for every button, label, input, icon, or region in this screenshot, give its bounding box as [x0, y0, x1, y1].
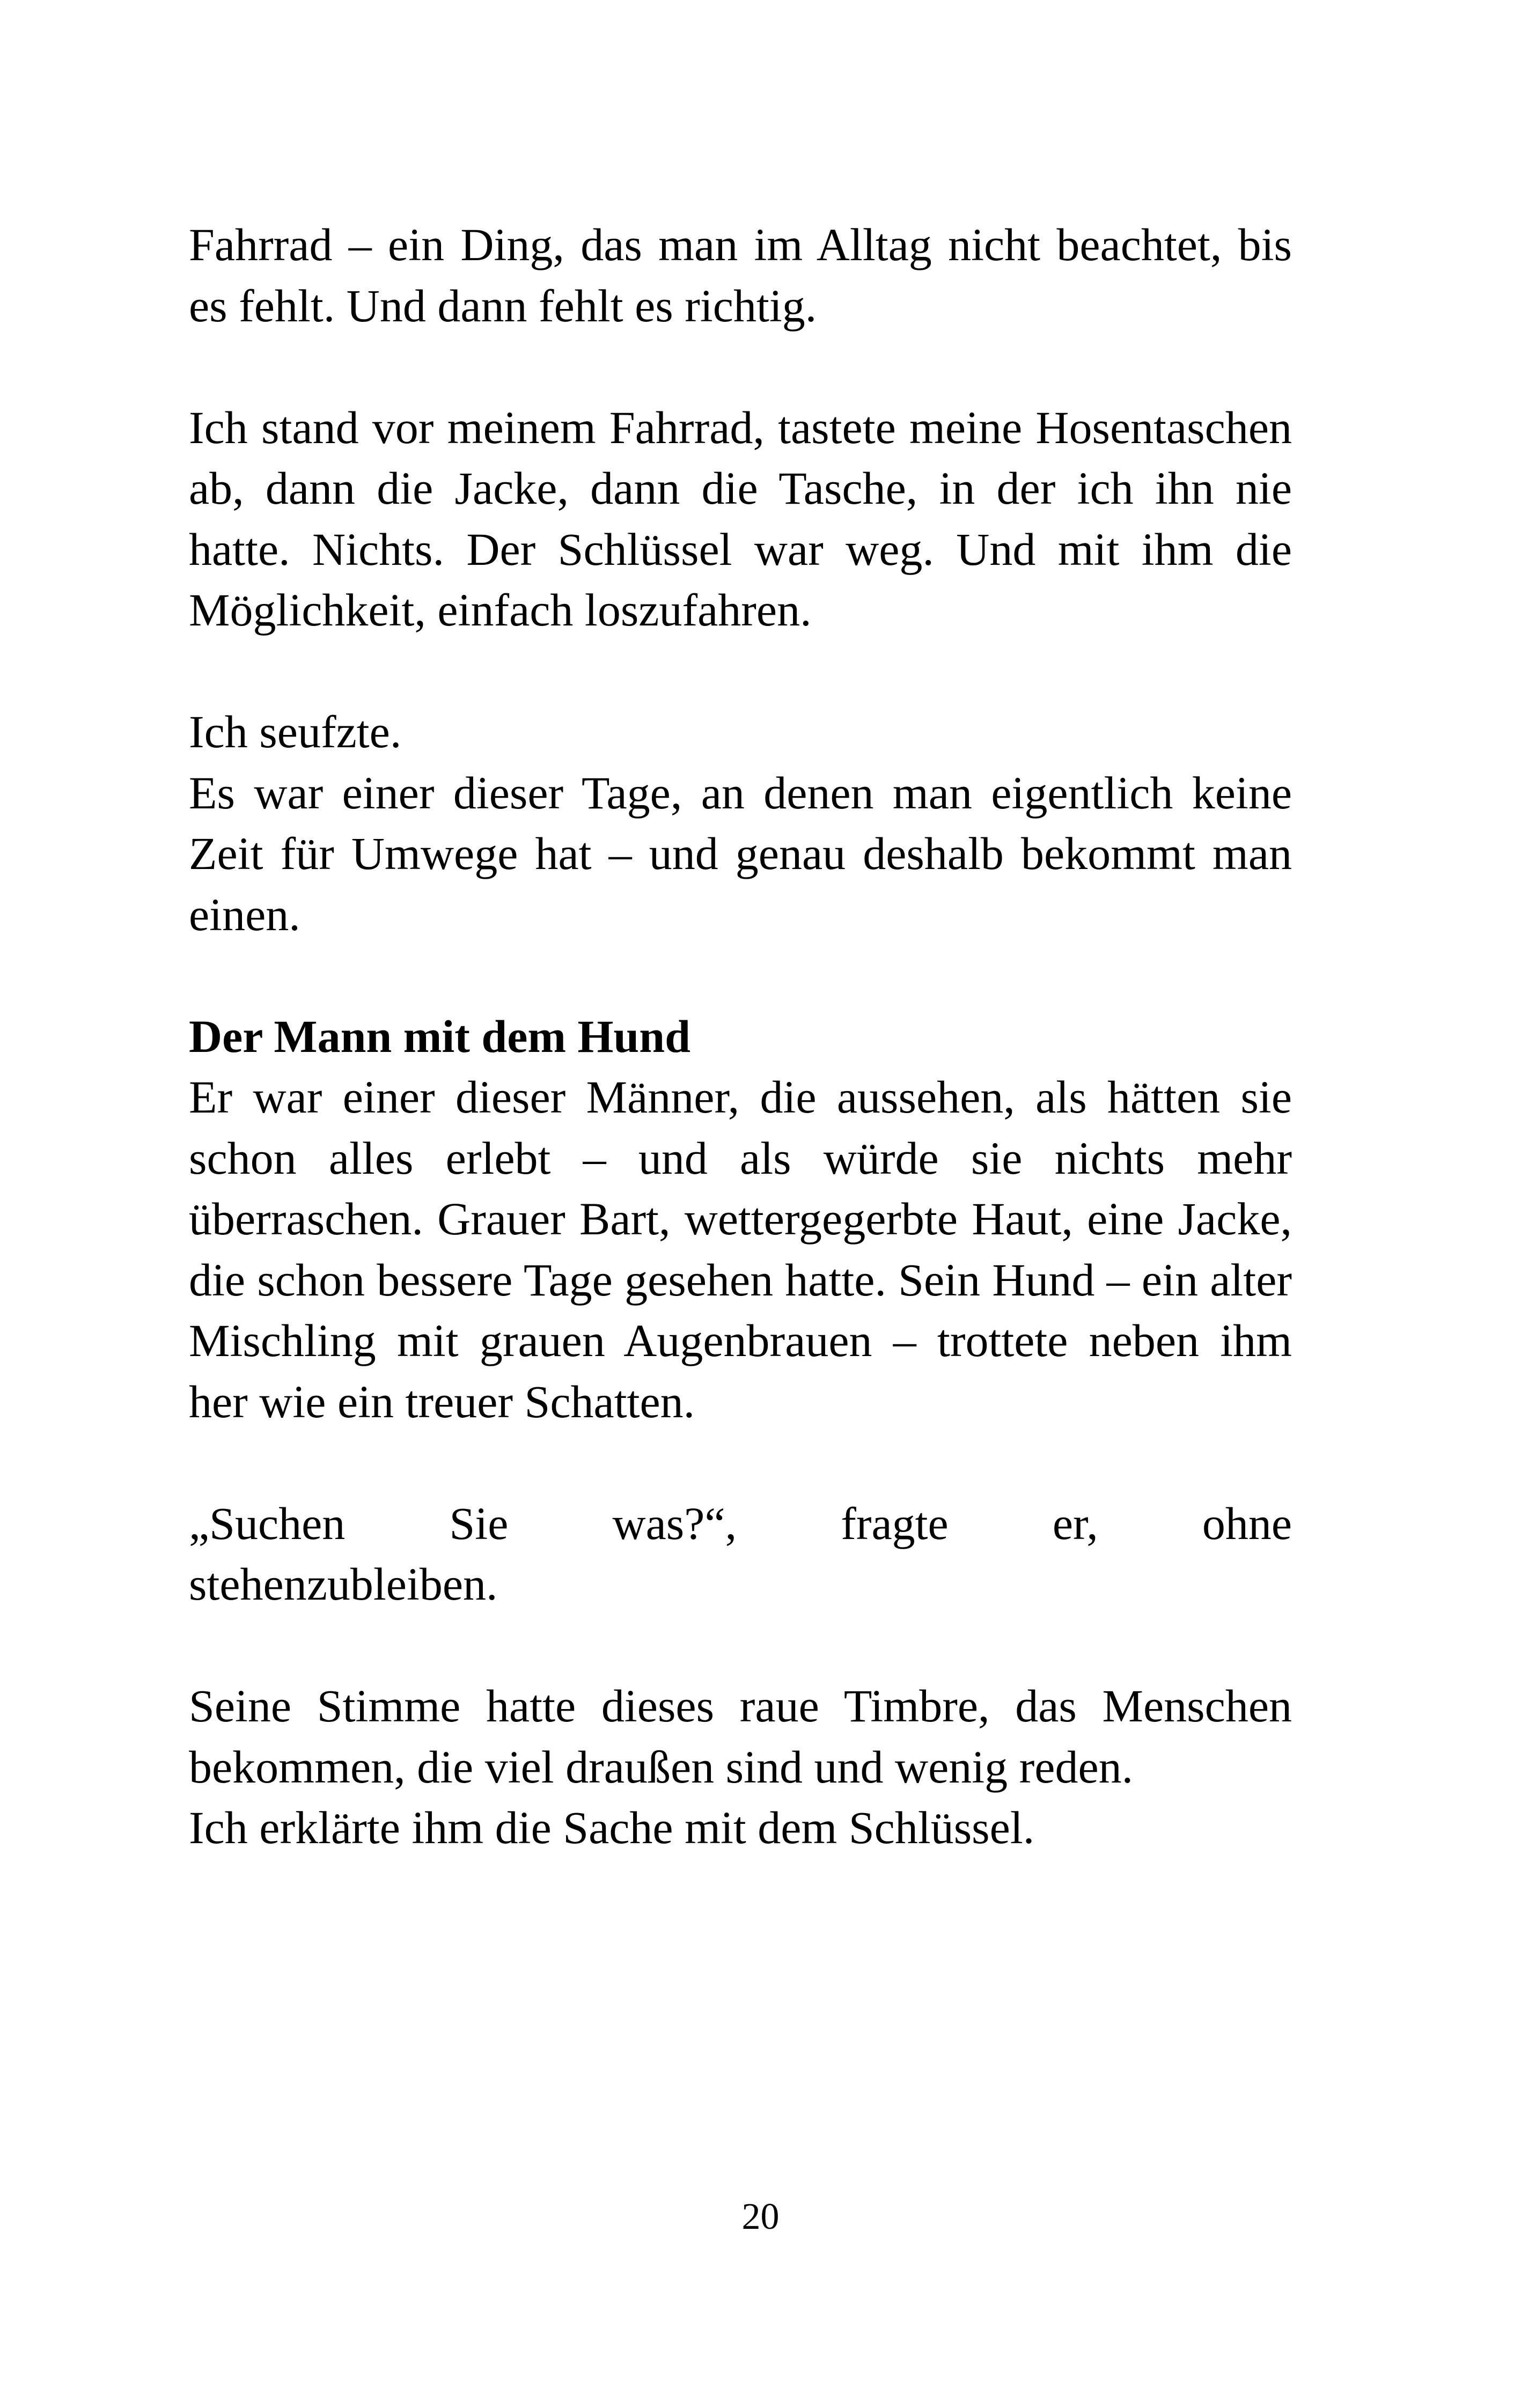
paragraph-fahrrad: Fahrrad – ein Ding, das man im Alltag nicht beachtet, bis es fehlt. Und dann fehlt es richtig. [189, 219, 1292, 332]
paragraph-schluessel: Ich stand vor meinem Fahrrad, tastete meine Hosentaschen ab, dann die Jacke, dann die Tasche, in der ich ihn nie hatte. Nichts. Der Schlüssel war weg. Und mit ihm die Möglichkeit, einfach loszufahren. [189, 401, 1292, 636]
paragraph-erklaerte: Ich erklärte ihm die Sache mit dem Schlüssel. [189, 1802, 1035, 1853]
paragraph-frage-line-1: „Suchen Sie was?“, fragte er, ohne [189, 1497, 1292, 1549]
paragraph-tage: Es war einer dieser Tage, an denen man eigentlich keine Zeit für Umwege hat – und genau deshalb bekommt man einen. [189, 767, 1292, 940]
paragraph-seufzte: Ich seufzte. [189, 706, 402, 757]
paragraph-frage-line-2: stehenzubleiben. [189, 1558, 498, 1610]
paragraph-stimme: Seine Stimme hatte dieses raue Timbre, das Menschen bekommen, die viel draußen sind und wenig reden. [189, 1680, 1292, 1793]
body-text [189, 215, 1292, 1859]
page-number: 20 [741, 2196, 780, 2237]
section-heading: Der Mann mit dem Hund [189, 1010, 690, 1062]
paragraph-mann: Er war einer dieser Männer, die aussehen, als hätten sie schon alles erlebt – und als würde sie nichts mehr überraschen. Grauer Bart, wettergegerbte Haut, eine Jacke, die schon bessere Tage gesehen hatte. Sein Hund – ein alter Mischling mit grauen Augenbrauen – trottete neben ihm her wie ein treuer Schatten. [189, 1071, 1292, 1427]
